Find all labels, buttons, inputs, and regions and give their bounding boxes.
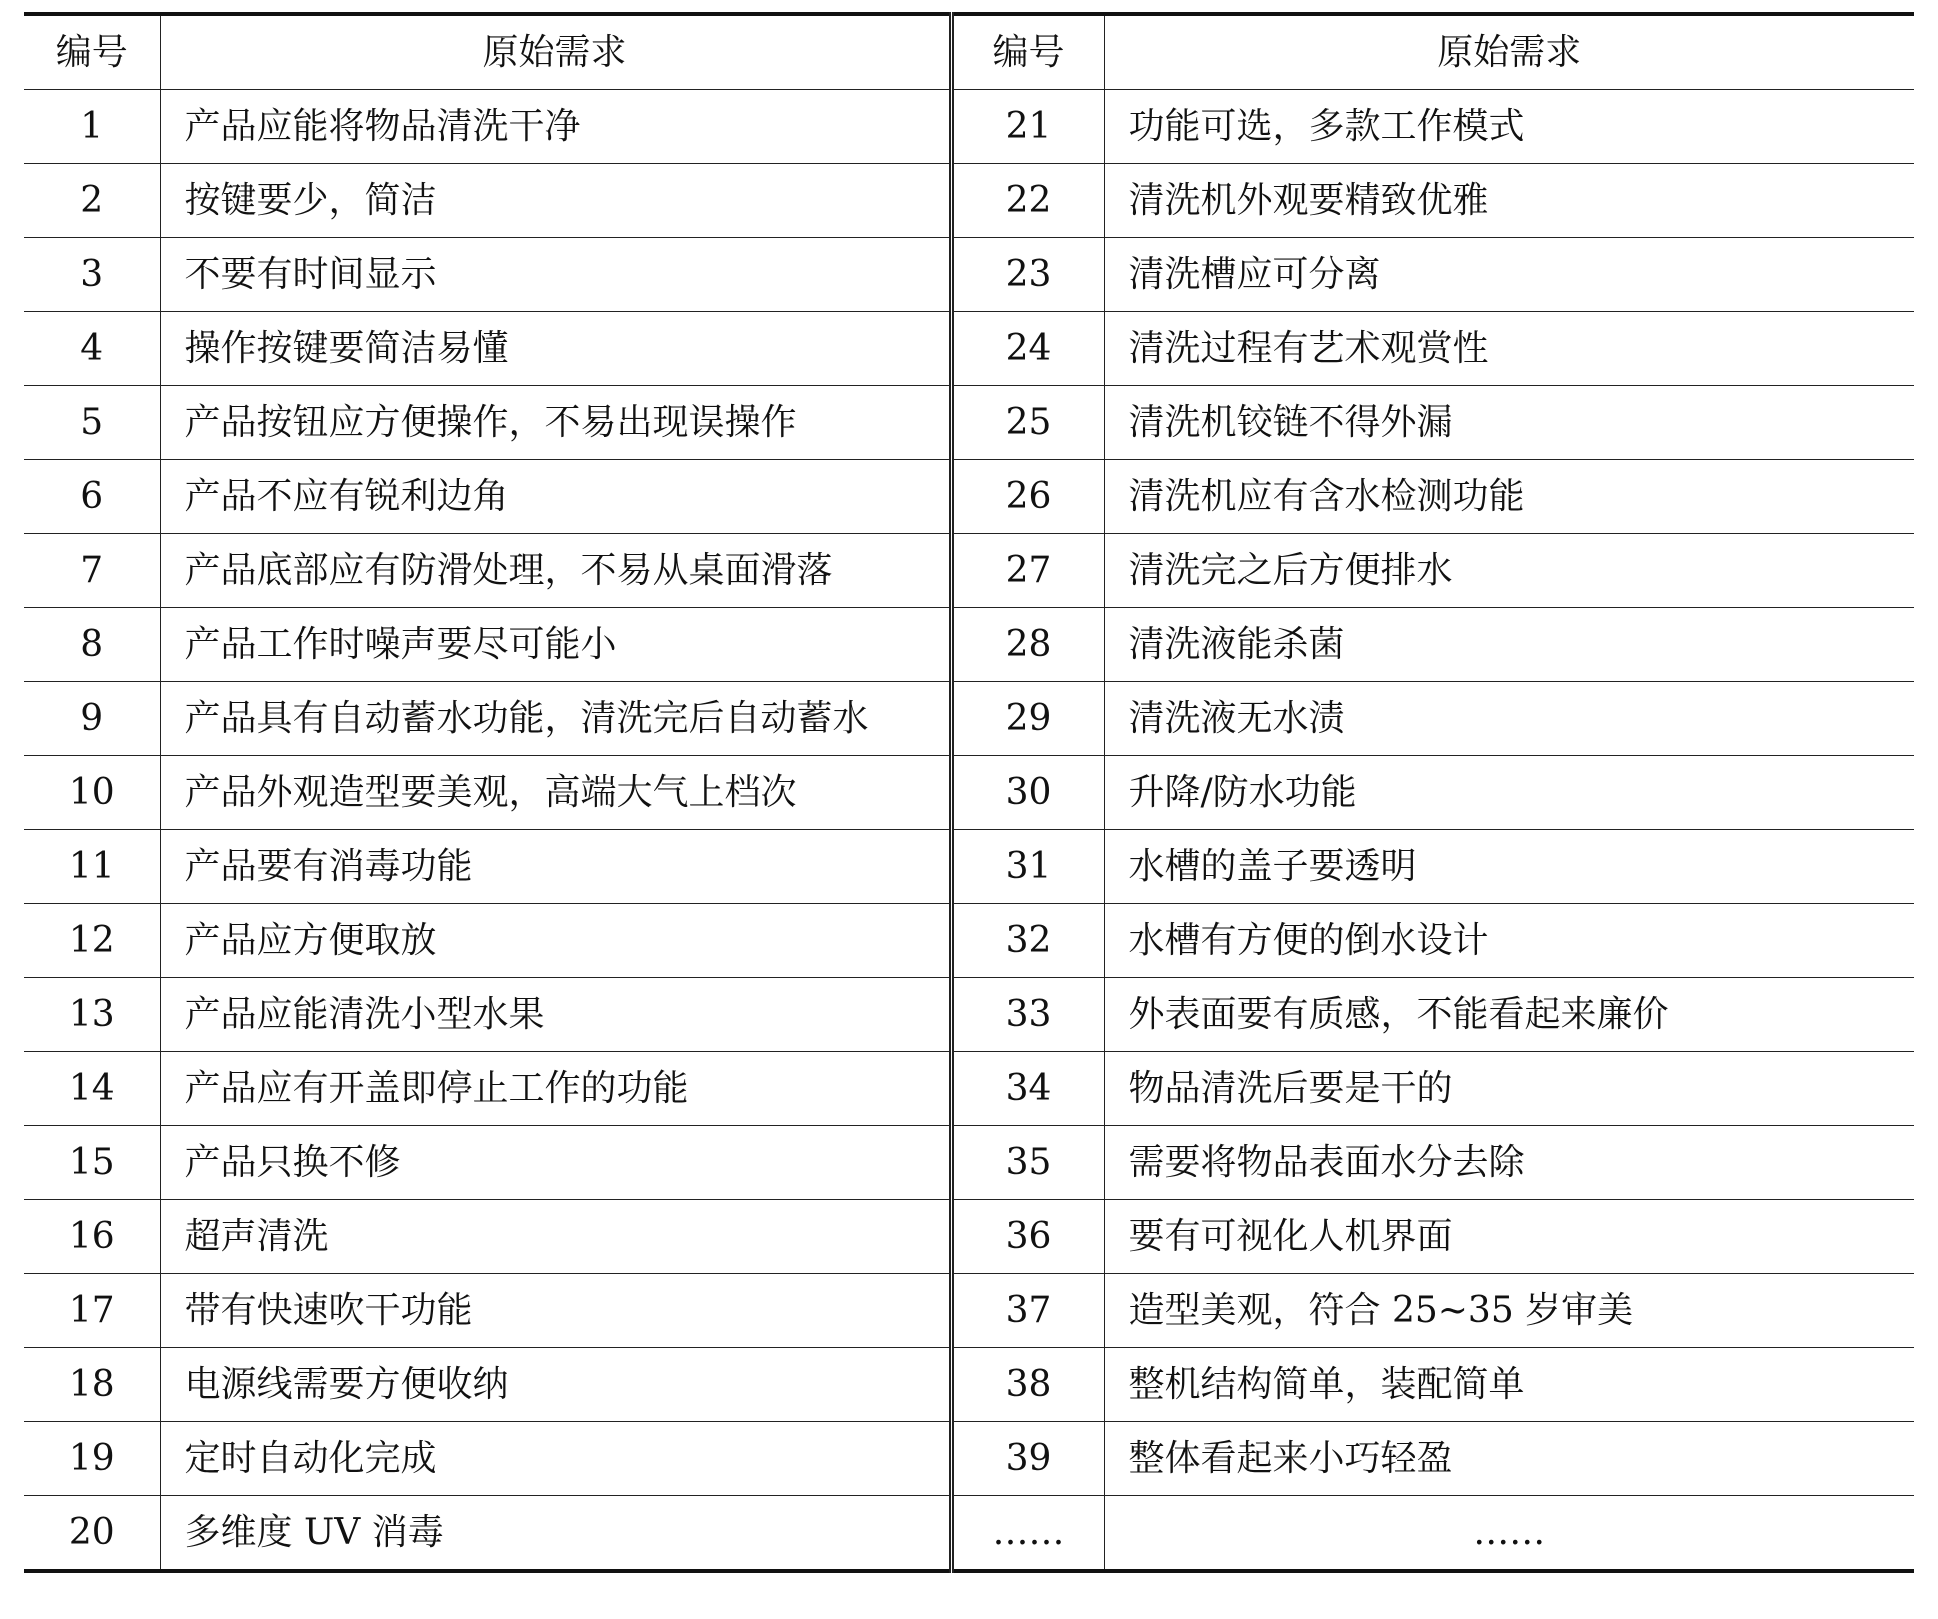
right-number-cell: 35 <box>951 1126 1104 1200</box>
right-number-cell: 24 <box>951 312 1104 386</box>
left-requirement-cell: 不要有时间显示 <box>160 238 951 312</box>
left-number-cell: 17 <box>24 1274 160 1348</box>
right-number-cell: 26 <box>951 460 1104 534</box>
left-number-cell: 8 <box>24 608 160 682</box>
table-row <box>24 978 1914 1052</box>
table-row <box>24 1496 1914 1572</box>
right-number-cell: 33 <box>951 978 1104 1052</box>
header-requirement-right: 原始需求 <box>1104 14 1914 90</box>
left-requirement-cell: 定时自动化完成 <box>160 1422 951 1496</box>
right-number-cell: 27 <box>951 534 1104 608</box>
left-number-cell: 2 <box>24 164 160 238</box>
right-number-cell: 29 <box>951 682 1104 756</box>
right-requirement-cell: 整机结构简单，装配简单 <box>1104 1348 1914 1422</box>
right-requirement-cell: 水槽的盖子要透明 <box>1104 830 1914 904</box>
left-number-cell: 19 <box>24 1422 160 1496</box>
right-requirement-cell: 清洗机铰链不得外漏 <box>1104 386 1914 460</box>
left-number-cell: 5 <box>24 386 160 460</box>
right-requirement-cell: …… <box>1104 1496 1914 1572</box>
right-number-cell: 37 <box>951 1274 1104 1348</box>
right-number-cell: 38 <box>951 1348 1104 1422</box>
right-number-cell: 21 <box>951 90 1104 164</box>
left-number-cell: 14 <box>24 1052 160 1126</box>
left-requirement-cell: 产品要有消毒功能 <box>160 830 951 904</box>
right-requirement-cell: 清洗液能杀菌 <box>1104 608 1914 682</box>
table-row <box>24 904 1914 978</box>
left-number-cell: 4 <box>24 312 160 386</box>
left-number-cell: 15 <box>24 1126 160 1200</box>
left-requirement-cell: 产品具有自动蓄水功能，清洗完后自动蓄水 <box>160 682 951 756</box>
right-number-cell: 31 <box>951 830 1104 904</box>
table-row <box>24 238 1914 312</box>
left-number-cell: 10 <box>24 756 160 830</box>
table-row <box>24 1200 1914 1274</box>
left-requirement-cell: 产品应能将物品清洗干净 <box>160 90 951 164</box>
table-body <box>24 90 1914 1572</box>
right-requirement-cell: 要有可视化人机界面 <box>1104 1200 1914 1274</box>
right-requirement-cell: 需要将物品表面水分去除 <box>1104 1126 1914 1200</box>
left-number-cell: 11 <box>24 830 160 904</box>
table-row <box>24 386 1914 460</box>
left-requirement-cell: 按键要少，简洁 <box>160 164 951 238</box>
left-requirement-cell: 产品应有开盖即停止工作的功能 <box>160 1052 951 1126</box>
right-number-cell: 25 <box>951 386 1104 460</box>
right-number-cell: …… <box>951 1496 1104 1572</box>
left-requirement-cell: 产品外观造型要美观，高端大气上档次 <box>160 756 951 830</box>
header-number-left: 编号 <box>24 14 160 90</box>
left-requirement-cell: 多维度 UV 消毒 <box>160 1496 951 1572</box>
header-number-right: 编号 <box>951 14 1104 90</box>
left-requirement-cell: 超声清洗 <box>160 1200 951 1274</box>
table-row <box>24 682 1914 756</box>
right-number-cell: 28 <box>951 608 1104 682</box>
table-row <box>24 460 1914 534</box>
right-number-cell: 22 <box>951 164 1104 238</box>
right-requirement-cell: 造型美观，符合 25~35 岁审美 <box>1104 1274 1914 1348</box>
table-row <box>24 534 1914 608</box>
right-requirement-cell: 清洗机外观要精致优雅 <box>1104 164 1914 238</box>
table-row <box>24 756 1914 830</box>
right-requirement-cell: 物品清洗后要是干的 <box>1104 1052 1914 1126</box>
right-number-cell: 23 <box>951 238 1104 312</box>
table-row <box>24 608 1914 682</box>
left-number-cell: 12 <box>24 904 160 978</box>
requirements-table <box>24 12 1914 1573</box>
right-number-cell: 30 <box>951 756 1104 830</box>
left-requirement-cell: 产品不应有锐利边角 <box>160 460 951 534</box>
right-requirement-cell: 功能可选，多款工作模式 <box>1104 90 1914 164</box>
table-row <box>24 164 1914 238</box>
left-requirement-cell: 产品应能清洗小型水果 <box>160 978 951 1052</box>
right-number-cell: 34 <box>951 1052 1104 1126</box>
left-number-cell: 18 <box>24 1348 160 1422</box>
left-number-cell: 13 <box>24 978 160 1052</box>
right-requirement-cell: 清洗完之后方便排水 <box>1104 534 1914 608</box>
left-number-cell: 1 <box>24 90 160 164</box>
right-requirement-cell: 清洗过程有艺术观赏性 <box>1104 312 1914 386</box>
left-number-cell: 20 <box>24 1496 160 1572</box>
left-requirement-cell: 带有快速吹干功能 <box>160 1274 951 1348</box>
right-requirement-cell: 清洗液无水渍 <box>1104 682 1914 756</box>
right-number-cell: 39 <box>951 1422 1104 1496</box>
table-row <box>24 1126 1914 1200</box>
table-row <box>24 1052 1914 1126</box>
left-number-cell: 6 <box>24 460 160 534</box>
left-requirement-cell: 产品按钮应方便操作，不易出现误操作 <box>160 386 951 460</box>
right-requirement-cell: 水槽有方便的倒水设计 <box>1104 904 1914 978</box>
left-requirement-cell: 电源线需要方便收纳 <box>160 1348 951 1422</box>
header-row <box>24 14 1914 90</box>
left-requirement-cell: 操作按键要简洁易懂 <box>160 312 951 386</box>
left-number-cell: 16 <box>24 1200 160 1274</box>
right-requirement-cell: 清洗机应有含水检测功能 <box>1104 460 1914 534</box>
table-row <box>24 1422 1914 1496</box>
table-row <box>24 830 1914 904</box>
table-row <box>24 1348 1914 1422</box>
right-requirement-cell: 外表面要有质感，不能看起来廉价 <box>1104 978 1914 1052</box>
left-requirement-cell: 产品应方便取放 <box>160 904 951 978</box>
right-number-cell: 32 <box>951 904 1104 978</box>
right-requirement-cell: 清洗槽应可分离 <box>1104 238 1914 312</box>
left-number-cell: 9 <box>24 682 160 756</box>
right-requirement-cell: 升降/防水功能 <box>1104 756 1914 830</box>
header-requirement-left: 原始需求 <box>160 14 951 90</box>
left-requirement-cell: 产品只换不修 <box>160 1126 951 1200</box>
left-requirement-cell: 产品工作时噪声要尽可能小 <box>160 608 951 682</box>
table-row <box>24 90 1914 164</box>
right-number-cell: 36 <box>951 1200 1104 1274</box>
right-requirement-cell: 整体看起来小巧轻盈 <box>1104 1422 1914 1496</box>
left-requirement-cell: 产品底部应有防滑处理，不易从桌面滑落 <box>160 534 951 608</box>
table-row <box>24 312 1914 386</box>
left-number-cell: 7 <box>24 534 160 608</box>
table-row <box>24 1274 1914 1348</box>
left-number-cell: 3 <box>24 238 160 312</box>
